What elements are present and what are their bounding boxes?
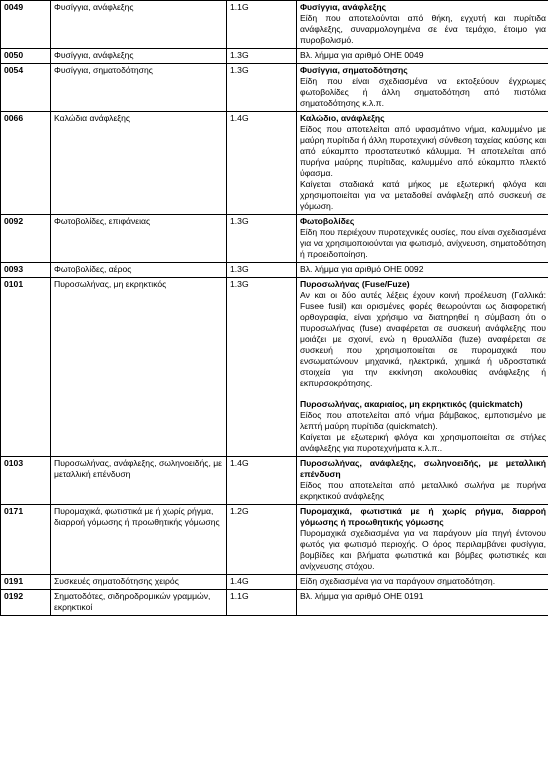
table-row <box>1 49 548 64</box>
description-title: Καλώδιο, ανάφλεξης <box>300 113 385 123</box>
table-row <box>1 590 548 616</box>
table-row <box>1 1 548 49</box>
table-row <box>1 505 548 575</box>
description-text: Αν και οι δύο αυτές λέξεις έχουν κοινή προέλευση (Γαλλικά: Fusee fusil) και ορισμένες φορές θεωρούνται ως διαφορετική ορθογραφία, είναι χρήσιμο να διατηρηθεί η σύμβαση ότι ο πυροσωλήνας (fuse) αναφέρεται σε συσκευή ανάφλεξης που μοιάζει με σχοινί, ενώ η θρυαλλίδα (fuze) αναφέρεται σε συσκευή που χρησιμοποιείται σε πυρομαχικά που ενσωματώνουν μηχανικά, ηλεκτρικά, χημικά ή υδροστατικά στοιχεία για την εκκίνηση ακολουθίας ανάφλεξης ή εκπυρσοκρότησης. <box>300 290 546 388</box>
un-number-cell: 0054 <box>1 64 51 112</box>
un-number-cell: 0192 <box>1 590 51 616</box>
description-title: Φυσίγγια, σηματοδότησης <box>300 65 408 75</box>
un-number-cell: 0103 <box>1 457 51 505</box>
substance-name-cell: Φωτοβολίδες, αέρος <box>51 263 227 278</box>
substance-name-cell: Καλώδια ανάφλεξης <box>51 112 227 215</box>
description-text: Είδη σχεδιασμένα για να παράγουν σηματοδότηση. <box>300 576 496 586</box>
un-number-cell: 0050 <box>1 49 51 64</box>
description-text: Καίγεται σταδιακά κατά μήκος με εξωτερική φλόγα και χρησιμοποιείται για να μεταδοθεί ανάφλεξη από συσκευή σε γόμωση. <box>300 179 546 211</box>
description-text: Είδη που περιέχουν πυροτεχνικές ουσίες, που είναι σχεδιασμένα για να χρησιμοποιούνται για φωτισμό, ανίχνευση, σηματοδότηση ή προειδοποίηση. <box>300 227 546 259</box>
substance-name-cell: Συσκευές σηματοδότησης χειρός <box>51 575 227 590</box>
table-body <box>1 1 548 616</box>
description-text: Είδος που αποτελείται από υφασμάτινο νήμα, καλυμμένο με μαύρη πυρίτιδα ή άλλη πυροτεχνική σύνθεση ταχείας καύσης και από εύκαμπτο προστατευτικό κάλυμμα. Ή αποτελείται από πυρήνα μαύρης πυρίτιδας, καλυμμένο από εύκαμπτο πλεκτό ύφασμα. <box>300 124 546 178</box>
description-text: Βλ. λήμμα για αριθμό ΟΗΕ 0049 <box>300 50 424 60</box>
table-row <box>1 278 548 457</box>
description-cell <box>297 505 548 575</box>
un-number-cell: 0093 <box>1 263 51 278</box>
classification-cell: 1.4G <box>227 575 297 590</box>
classification-cell: 1.3G <box>227 263 297 278</box>
table-row <box>1 575 548 590</box>
classification-cell: 1.4G <box>227 457 297 505</box>
table-row <box>1 457 548 505</box>
description-cell <box>297 1 548 49</box>
description-cell <box>297 64 548 112</box>
description-text: Βλ. λήμμα για αριθμό ΟΗΕ 0191 <box>300 591 424 601</box>
description-title: Φωτοβολίδες <box>300 216 355 226</box>
table-row <box>1 64 548 112</box>
un-number-cell: 0092 <box>1 215 51 263</box>
description-cell <box>297 457 548 505</box>
substance-name-cell: Φυσίγγια, σηματοδότησης <box>51 64 227 112</box>
table-row <box>1 112 548 215</box>
un-number-cell: 0171 <box>1 505 51 575</box>
classification-cell: 1.3G <box>227 49 297 64</box>
substance-name-cell: Φωτοβολίδες, επιφάνειας <box>51 215 227 263</box>
description-cell <box>297 263 548 278</box>
classification-cell: 1.2G <box>227 505 297 575</box>
un-number-cell: 0066 <box>1 112 51 215</box>
description-text: Πυρομαχικά σχεδιασμένα για να παράγουν μία πηγή έντονου φωτός για φωτισμό περιοχής. Ο όρος περιλαμβάνει φυσίγγια, βομβίδες και βλήματα φωτιστικά και βόμβες φωτιστικές και ανίχνευσης στόχου. <box>300 528 546 571</box>
description-cell <box>297 575 548 590</box>
description-text: Είδος που αποτελείται από νήμα βάμβακος, εμποτισμένο με λεπτή μαύρη πυρίτιδα (quickmatch). <box>300 410 546 431</box>
un-number-cell: 0049 <box>1 1 51 49</box>
description-title: Φυσίγγια, ανάφλεξης <box>300 2 387 12</box>
un-number-cell: 0191 <box>1 575 51 590</box>
description-cell <box>297 278 548 457</box>
description-text: Είδη που αποτελούνται από θήκη, εγχυτή και πυρίτιδα ανάφλεξης, συναρμολογημένα σε ένα τεμάχιο, έτοιμο για πυροβολισμό. <box>300 13 546 45</box>
classification-cell: 1.1G <box>227 1 297 49</box>
description-title: Πυροσωλήνας (Fuse/Fuze) <box>300 279 410 289</box>
description-cell <box>297 590 548 616</box>
substance-name-cell: Φυσίγγια, ανάφλεξης <box>51 49 227 64</box>
description-cell <box>297 112 548 215</box>
classification-cell: 1.3G <box>227 64 297 112</box>
substance-name-cell: Σηματοδότες, σιδηροδρομικών γραμμών, εκρηκτικοί <box>51 590 227 616</box>
substance-name-cell: Πυρομαχικά, φωτιστικά με ή χωρίς ρήγμα, διαρροή γόμωσης ή προωθητικής γόμωσης <box>51 505 227 575</box>
table-row <box>1 263 548 278</box>
classification-cell: 1.4G <box>227 112 297 215</box>
description-cell <box>297 49 548 64</box>
description-text: Βλ. λήμμα για αριθμό ΟΗΕ 0092 <box>300 264 424 274</box>
description-text: Είδη που είναι σχεδιασμένα να εκτοξεύουν έγχρωμες φωτοβολίδες ή άλλη σηματοδότηση από πιστόλια σηματοδότησης κ.λ.π. <box>300 76 546 108</box>
description-title: Πυροσωλήνας, ακαριαίος, μη εκρηκτικός (quickmatch) <box>300 399 523 409</box>
substance-name-cell: Φυσίγγια, ανάφλεξης <box>51 1 227 49</box>
description-text: Καίγεται με εξωτερική φλόγα και χρησιμοποιείται σε στήλες ανάφλεξης για πυροτεχνήματα κ.λ.π.. <box>300 432 546 453</box>
substance-name-cell: Πυροσωλήνας, μη εκρηκτικός <box>51 278 227 457</box>
un-number-cell: 0101 <box>1 278 51 457</box>
spacer <box>300 389 546 399</box>
description-title: Πυροσωλήνας, ανάφλεξης, σωληνοειδής, με μεταλλική επένδυση <box>300 458 546 479</box>
substance-name-cell: Πυροσωλήνας, ανάφλεξης, σωληνοειδής, με μεταλλική επένδυση <box>51 457 227 505</box>
classification-cell: 1.1G <box>227 590 297 616</box>
table-row <box>1 215 548 263</box>
description-cell <box>297 215 548 263</box>
description-text: Είδος που αποτελείται από μεταλλικό σωλήνα με πυρήνα εκρηκτικού ανάφλεξης <box>300 480 546 501</box>
classification-cell: 1.3G <box>227 215 297 263</box>
description-title: Πυρομαχικά, φωτιστικά με ή χωρίς ρήγμα, διαρροή γόμωσης ή προωθητικής γόμωσης <box>300 506 546 527</box>
classification-cell: 1.3G <box>227 278 297 457</box>
